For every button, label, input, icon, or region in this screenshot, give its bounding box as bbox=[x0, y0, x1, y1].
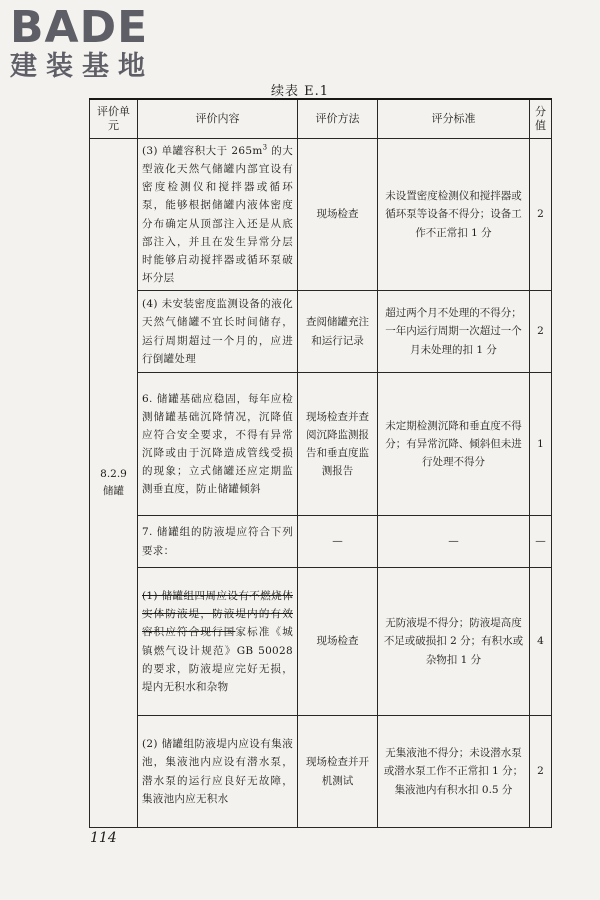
score-cell: 4 bbox=[530, 568, 552, 716]
content-cell: (2) 储罐组防液堤内应设有集液池，集液池内应设有潜水泵，潜水泵的运行应良好无故障，集液池内应无积水 bbox=[138, 716, 298, 828]
header-content: 评价内容 bbox=[138, 99, 298, 139]
logo-subtitle: 建装基地 bbox=[10, 51, 154, 82]
superscript: 3 bbox=[262, 143, 268, 152]
table-row bbox=[90, 716, 552, 828]
content-text: (3) 单罐容积大于 265m bbox=[142, 145, 263, 158]
score-cell: — bbox=[530, 516, 552, 568]
table-row bbox=[90, 516, 552, 568]
standard-cell: — bbox=[378, 516, 530, 568]
table-row bbox=[90, 139, 552, 291]
header-score: 分值 bbox=[530, 99, 552, 139]
content-cell bbox=[138, 139, 298, 291]
standard-cell: 超过两个月不处理的不得分；一年内运行周期一次超过一个月未处理的扣 1 分 bbox=[378, 291, 530, 373]
table-row bbox=[90, 373, 552, 516]
unit-name: 储罐 bbox=[103, 485, 124, 497]
evaluation-table bbox=[89, 98, 552, 828]
content-cell bbox=[138, 568, 298, 716]
logo-mark: BADE bbox=[10, 2, 149, 53]
score-cell: 1 bbox=[530, 373, 552, 516]
standard-cell: 未设置密度检测仪和搅拌器或循环泵等设备不得分；设备工作不正常扣 1 分 bbox=[378, 139, 530, 291]
method-cell: 现场检查并开机测试 bbox=[298, 716, 378, 828]
header-row bbox=[90, 99, 552, 139]
standard-cell: 无防液堤不得分；防液堤高度不足或破损扣 2 分；有积水或杂物扣 1 分 bbox=[378, 568, 530, 716]
logo bbox=[10, 2, 180, 86]
unit-cell bbox=[90, 139, 138, 828]
struck-text: (1) 储罐组四周应设有不燃烧体实体防液堤，防液堤内的有效容积应符合现行国 bbox=[142, 590, 293, 639]
table-title: 续表 E.1 bbox=[270, 84, 330, 99]
method-cell: 查阅储罐充注和运行记录 bbox=[298, 291, 378, 373]
content-cell: (4) 未安装密度监测设备的液化天然气储罐不宜长时间储存，运行周期超过一个月的，应进行倒罐处理 bbox=[138, 291, 298, 373]
unit-code: 8.2.9 bbox=[100, 468, 127, 481]
score-cell: 2 bbox=[530, 139, 552, 291]
content-cell: 7. 储罐组的防液堤应符合下列要求： bbox=[138, 516, 298, 568]
table-row bbox=[90, 291, 552, 373]
standard-cell: 无集液池不得分；未设潜水泵或潜水泵工作不正常扣 1 分；集液池内有积水扣 0.5 分 bbox=[378, 716, 530, 828]
content-text: 的大型液化天然气储罐内部宜设有密度检测仪和搅拌器或循环泵，能够根据储罐内液体密度分布确定从顶部注入还是从底部注入，并且在发生异常分层时能够启动搅拌器或循环泵破坏分层 bbox=[142, 145, 294, 284]
standard-cell: 未定期检测沉降和垂直度不得分；有异常沉降、倾斜但未进行处理不得分 bbox=[378, 373, 530, 516]
header-unit: 评价单元 bbox=[90, 99, 138, 139]
score-cell: 2 bbox=[530, 716, 552, 828]
content-text: 家标准《城镇燃气设计规范》GB 50028 的要求，防液堤应完好无损，堤内无积水和杂物 bbox=[142, 626, 293, 693]
method-cell: 现场检查 bbox=[298, 139, 378, 291]
score-cell: 2 bbox=[530, 291, 552, 373]
content-cell: 6. 储罐基础应稳固，每年应检测储罐基础沉降情况，沉降值应符合安全要求，不得有异常沉降或由于沉降造成管线受损的现象；立式储罐还应定期监测垂直度，防止储罐倾斜 bbox=[138, 373, 298, 516]
method-cell: 现场检查并查阅沉降监测报告和垂直度监测报告 bbox=[298, 373, 378, 516]
method-cell: 现场检查 bbox=[298, 568, 378, 716]
header-method: 评价方法 bbox=[298, 99, 378, 139]
page-number: 114 bbox=[90, 830, 117, 846]
method-cell: — bbox=[298, 516, 378, 568]
header-standard: 评分标准 bbox=[378, 99, 530, 139]
table-row bbox=[90, 568, 552, 716]
